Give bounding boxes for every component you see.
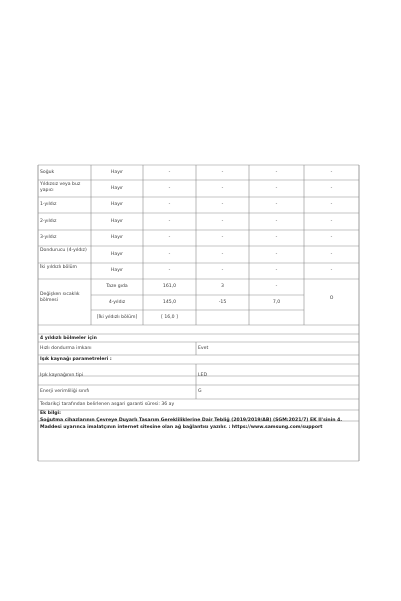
row-value: -: [168, 185, 171, 191]
row-status: Hayır: [110, 218, 124, 224]
row-status: Hayır: [110, 251, 124, 257]
row-label: Soğuk: [40, 169, 55, 175]
row-label: 2-yıldız: [40, 218, 57, 224]
light-type-label: Işık kaynağının tipi: [40, 373, 84, 378]
variable-sub-name: Taze gıda: [106, 284, 128, 289]
row-value: -: [221, 169, 224, 175]
row-value: -: [275, 169, 278, 175]
row-value: -: [330, 185, 333, 191]
fast-freeze-label: Hızlı dondurma imkanı: [40, 345, 92, 351]
row-status: Hayır: [110, 169, 124, 175]
variable-sub-value: 161,0: [162, 284, 177, 289]
row-value: -: [168, 169, 171, 175]
row-value: -: [221, 268, 224, 273]
row-value: -: [275, 218, 278, 224]
row-value: -: [221, 218, 224, 224]
row-status: Hayır: [110, 202, 124, 207]
warranty-text: Tedarikçi tarafından belirlenen asgari garanti süresi: 36 ay: [40, 402, 175, 407]
variable-sub-value: 145,0: [162, 299, 177, 305]
row-value: -: [221, 251, 224, 257]
variable-sub-value: -: [275, 284, 278, 289]
row-value: -: [168, 251, 171, 257]
row-value: -: [330, 218, 333, 224]
energy-class-label: Enerji verimliliği sınıfı: [40, 389, 90, 394]
row-value: -: [330, 202, 333, 207]
row-value: -: [275, 235, 278, 240]
row-value: -: [330, 169, 333, 175]
row-label: İki yıldızlı bölüm: [40, 264, 78, 270]
row-value: -: [330, 268, 333, 273]
row-value: -: [221, 235, 224, 240]
row-status: Hayır: [110, 235, 124, 240]
row-value: -: [275, 251, 278, 257]
row-value: -: [168, 235, 171, 240]
row-value: -: [330, 251, 333, 257]
section-title-extra: Ek bilgi:: [40, 411, 61, 416]
row-value: -: [275, 202, 278, 207]
row-value: -: [275, 268, 278, 273]
row-value: -: [168, 202, 171, 207]
row-value: -: [330, 235, 333, 240]
variable-label: Değişken sıcaklık bölmesi: [40, 292, 80, 303]
variable-mark: O: [329, 296, 334, 301]
extra-info-text: Soğutma cihazlarının Çevreye Duyarlı Tasarım Gerekliliklerine Dair Tebliğ (2019/2019/AB) (SGM:2021/7) EK II'sinin 4. Maddesi uyarınca imalatçının internet sitesine olan ağ bağlantısı yazılır. : https://www.samsung.com/support: [40, 418, 343, 430]
variable-sub-value: [ 16,0 ]: [161, 314, 178, 320]
fast-freeze-value: Evet: [198, 345, 209, 351]
energy-class-value: G: [198, 389, 202, 394]
row-value: -: [275, 185, 278, 191]
section-title-light: Işık kaynağı parametreleri :: [40, 357, 112, 362]
section-title-four-star: 4 yıldızlı bölmeler için: [40, 336, 97, 341]
row-value: -: [168, 218, 171, 224]
row-label: 3-yıldız: [40, 235, 57, 240]
row-status: Hayır: [110, 268, 124, 273]
row-value: -: [168, 268, 171, 273]
variable-sub-value: 3: [221, 284, 224, 289]
variable-sub-value: -15: [218, 299, 227, 305]
row-value: -: [221, 185, 224, 191]
variable-sub-name: [İki yıldızlı bölüm]: [96, 314, 138, 320]
variable-sub-name: 4-yıldız: [108, 299, 126, 305]
row-value: -: [221, 202, 224, 207]
row-status: Hayır: [110, 185, 124, 191]
row-label: 1-yıldız: [40, 202, 57, 207]
row-label: Dondurucu (4-yıldız): [40, 247, 87, 253]
row-label: Yıldızsız veya buz yapıcı: [40, 181, 81, 193]
variable-sub-value: 7,0: [272, 299, 281, 305]
light-type-value: LED: [198, 373, 207, 378]
